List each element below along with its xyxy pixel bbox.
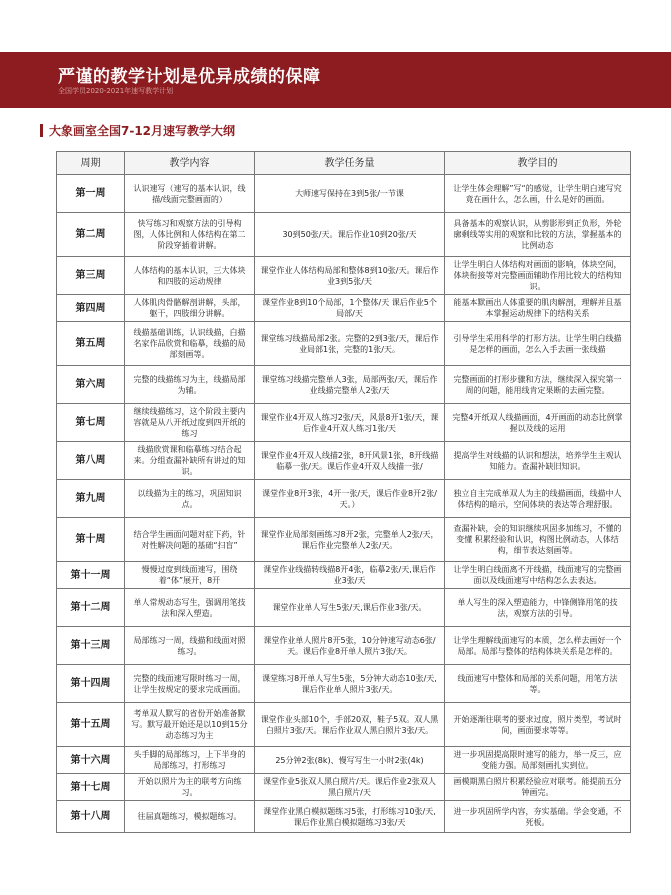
table-row [57, 562, 631, 589]
cell-goal: 画模期黑白照片积累经验应对联考。能提前五分钟画完。 [445, 774, 631, 801]
cell-week: 第五周 [57, 322, 125, 366]
table-row [57, 404, 631, 442]
cell-week: 第十周 [57, 518, 125, 562]
cell-week: 第八周 [57, 442, 125, 480]
header-banner [0, 52, 671, 108]
cell-content: 往届真题练习，模拟题练习。 [125, 801, 255, 833]
heading-accent-bar [40, 124, 43, 137]
cell-week: 第二周 [57, 213, 125, 257]
cell-content: 结合学生画面问题对症下药，针对性解决问题的基础“扫盲” [125, 518, 255, 562]
cell-goal: 具备基本的观察认识，从剪影形到正负形，外轮廓剩线等实用的观察和比较的方法，掌握基本的比例动态 [445, 213, 631, 257]
cell-task: 课堂作业单人照片8开5张，10分钟速写动态6张/天。课后作业8开单人照片3张/天。 [255, 627, 445, 665]
cell-content: 开始以照片为主的联考方向练习。 [125, 774, 255, 801]
cell-week: 第十五周 [57, 703, 125, 747]
header-week: 周期 [57, 152, 125, 175]
table-row [57, 442, 631, 480]
cell-content: 线描欣赏课和临摹练习结合起来。分组查漏补缺所有讲过的知识。 [125, 442, 255, 480]
cell-task: 课堂作业黑白模拟题练习5张，打形练习10张/天,课后作业黑白模拟题练习3张/天 [255, 801, 445, 833]
table-row [57, 257, 631, 295]
cell-goal: 进一步巩固所学内容，夯实基础。学会变通，不死板。 [445, 801, 631, 833]
cell-week: 第四周 [57, 295, 125, 322]
cell-task: 课堂作业局部刻画练习8开2张，完整单人2张/天，课后作业完整单人2张/天。 [255, 518, 445, 562]
cell-content: 单人常规动态写生，强调用笔技法和深入塑造。 [125, 589, 255, 627]
cell-task: 课堂作业头部10个，手部20双，鞋子5双。双人黑白照片3张/天。课后作业双人黑白照片3张/天。 [255, 703, 445, 747]
cell-task: 课堂作业8到10个局部，1个整体/天 课后作业5个局部/天 [255, 295, 445, 322]
cell-week: 第六周 [57, 366, 125, 404]
cell-goal: 能基本默画出人体重要的肌肉解剖，理解并且基本掌握运动规律下的结构关系 [445, 295, 631, 322]
cell-week: 第三周 [57, 257, 125, 295]
table-row [57, 295, 631, 322]
cell-goal: 提高学生对线描的认识和想法，培养学生主观认知能力。查漏补缺旧知识。 [445, 442, 631, 480]
table-row [57, 703, 631, 747]
cell-goal: 线面速写中整体和局部的关系问题，用笔方法等。 [445, 665, 631, 703]
cell-goal: 让学生明白人体结构对画面的影响，体块空间，体块衔接等对完整画面辅助作用比较大的结构知识。 [445, 257, 631, 295]
cell-content: 认识速写（速写的基本认识，线描/线面完整画面的） [125, 175, 255, 213]
syllabus-table [56, 151, 631, 833]
cell-week: 第十一周 [57, 562, 125, 589]
table-row [57, 366, 631, 404]
section-heading [40, 121, 235, 139]
cell-content: 人体肌肉骨骼解剖讲解，头部，躯干，四肢细分讲解。 [125, 295, 255, 322]
cell-task: 30到50张/天。课后作业10到20张/天 [255, 213, 445, 257]
table-row [57, 518, 631, 562]
table-row [57, 774, 631, 801]
cell-content: 考单双人默写的省份开始准备默写。默写最开始还是以10到15分动态练习为主 [125, 703, 255, 747]
cell-content: 继续线描练习，这个阶段主要内容就是从八开纸过度到四开纸的练习 [125, 404, 255, 442]
cell-goal: 引导学生采用科学的打形方法。让学生明白线描是怎样的画面，怎么入手去画一张线描 [445, 322, 631, 366]
table-row [57, 665, 631, 703]
table-row [57, 322, 631, 366]
table-row [57, 213, 631, 257]
cell-goal: 完整4开纸双人线描画面，4开画面的动态比例掌握以及线的运用 [445, 404, 631, 442]
cell-goal: 独立自主完成单双人为主的线描画面，线描中人体结构的暗示，空间体块的表达等合理舒服。 [445, 480, 631, 518]
cell-task: 25分钟2张(8k)、慢写写生一小时2张(4k) [255, 747, 445, 774]
cell-goal: 让学生体会理解”写“的感觉，让学生明白速写究竟在画什么，怎么画，什么是好的画面。 [445, 175, 631, 213]
cell-content: 完整的线描练习为主，线描局部为辅。 [125, 366, 255, 404]
table-row [57, 627, 631, 665]
cell-week: 第十四周 [57, 665, 125, 703]
table-row [57, 801, 631, 833]
cell-goal: 让学生明白线面离不开线描，线面速写的完整画面以及线面速写中结构怎么去表达。 [445, 562, 631, 589]
cell-content: 线描基础训练，认识线描，白描名家作品欣赏和临摹，线描的局部刻画等。 [125, 322, 255, 366]
cell-task: 课堂作业4开双人练习2张/天，风景8开1张/天，课后作业4开双人练习1张/天 [255, 404, 445, 442]
cell-task: 课堂作业单人写生5张/天,课后作业3张/天。 [255, 589, 445, 627]
cell-week: 第十七周 [57, 774, 125, 801]
top-whitespace [0, 0, 671, 52]
banner-title: 严谨的教学计划是优异成绩的保障 [58, 67, 321, 87]
banner-subtitle: 全国学员2020-2021年速写教学计划 [58, 87, 174, 95]
cell-content: 以线描为主的练习，巩固知识点。 [125, 480, 255, 518]
cell-task: 课堂作业5张双人黑白照片/天。课后作业2张双人黑白照片/天 [255, 774, 445, 801]
table-row [57, 480, 631, 518]
cell-content: 人体结构的基本认识，三大体块和四肢的运动规律 [125, 257, 255, 295]
cell-goal: 开始逐渐往联考的要求过度，照片类型，考试时间，画面要求等等。 [445, 703, 631, 747]
cell-task: 课堂作业4开双人线描2张，8开风景1张，8开线描临摹一张/天。课后作业4开双人线描一张/ [255, 442, 445, 480]
cell-task: 课堂作业人体结构局部和整体8到10张/天。课后作业3到5张/天 [255, 257, 445, 295]
cell-goal: 单人写生的深入塑造能力，中锋侧锋用笔的技法，观察方法的引导。 [445, 589, 631, 627]
cell-task: 课堂作业8开3张，4开一张/天，课后作业8开2张/天。） [255, 480, 445, 518]
table-row [57, 747, 631, 774]
table-header-row [57, 152, 631, 175]
cell-task: 大师速写保持在3到5张/一节课 [255, 175, 445, 213]
cell-week: 第一周 [57, 175, 125, 213]
header-goal: 教学目的 [445, 152, 631, 175]
cell-task: 课堂练习8开单人写生5张，5分钟大动态10张/天,课后作业单人照片3张/天。 [255, 665, 445, 703]
cell-goal: 查漏补缺，会的知识继续巩固多加练习，不懂的变懂 积累经验和认识，构图比例动态，人体结构，细节表达刻画等。 [445, 518, 631, 562]
cell-goal: 让学生理解线面速写的本质，怎么样去画好一个局部。局部与整体的结构体块关系是怎样的。 [445, 627, 631, 665]
cell-content: 快写练习和观察方法的引导构图，人体比例和人体结构在第二阶段穿插着讲解。 [125, 213, 255, 257]
cell-week: 第十八周 [57, 801, 125, 833]
cell-content: 头手脚的局部练习，上下半身的局部练习，打形练习 [125, 747, 255, 774]
cell-week: 第十二周 [57, 589, 125, 627]
cell-content: 局部练习一周，线描和线面对照练习。 [125, 627, 255, 665]
cell-week: 第九周 [57, 480, 125, 518]
header-content: 教学内容 [125, 152, 255, 175]
cell-content: 慢慢过度到线面速写，围绕着“体”展开，8开 [125, 562, 255, 589]
cell-week: 第十六周 [57, 747, 125, 774]
table-row [57, 175, 631, 213]
table-row [57, 589, 631, 627]
cell-content: 完整的线面速写限时练习一周，让学生按规定的要求完成画面。 [125, 665, 255, 703]
cell-task: 课堂练习线描局部2张。完整的2到3张/天，课后作业局部1张，完整的1张/天。 [255, 322, 445, 366]
cell-task: 课堂作业线描转线描8开4张，临摹2张/天,课后作业3张/天 [255, 562, 445, 589]
cell-week: 第七周 [57, 404, 125, 442]
section-title: 大象画室全国7-12月速写教学大纲 [49, 123, 236, 138]
table-body [57, 175, 631, 833]
cell-goal: 完整画面的打形步骤和方法，继续深入探究第一周的问题，能用线肯定果断的去画完整。 [445, 366, 631, 404]
cell-week: 第十三周 [57, 627, 125, 665]
header-task: 教学任务量 [255, 152, 445, 175]
cell-goal: 进一步巩固提高限时速写的能力，举一反三，应变能力强。局部刻画扎实到位。 [445, 747, 631, 774]
cell-task: 课堂练习线描完整单人3张，局部两张/天，课后作业线描完整单人2张/天 [255, 366, 445, 404]
